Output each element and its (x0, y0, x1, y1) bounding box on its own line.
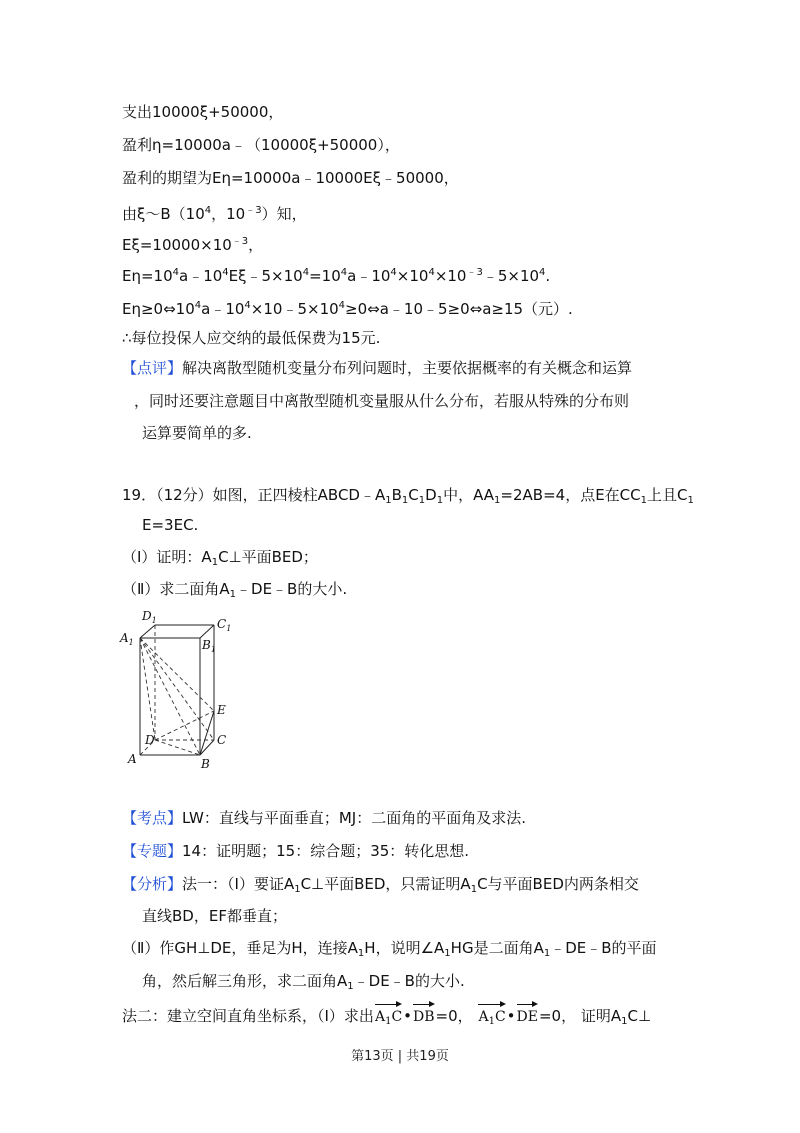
analysis-line: 【分析】法一：（Ⅰ）要证$A_1C\perp$平面BED，只需证明$A_1C$与平面BED内两条相交 (122, 875, 639, 895)
segment-be (200, 711, 214, 755)
label-d1: $D_1$ (142, 609, 157, 625)
analysis-line: 直线BD，EF都垂直； (142, 907, 287, 925)
label-b: B (201, 757, 210, 771)
vector-db: DB (413, 1002, 435, 1028)
label-a: A (128, 752, 137, 766)
solution-line: $E\eta\ge 0\Leftrightarrow 10^4a﹣10^4\times 10﹣5\times 10^4\ge 0\Leftrightarrow a﹣10﹣5\ge 0\Leftrightarrow a\ge 15$（元）. (122, 300, 573, 318)
problem-part-2: （Ⅱ）求二面角$A_1﹣DE﹣B$的大小. (122, 580, 348, 600)
prism-figure (118, 605, 238, 779)
prism-diagram (118, 605, 238, 775)
solution-line: 支出10000ξ+50000， (122, 103, 284, 121)
segment-a1c (140, 638, 214, 740)
problem-statement: E=3EC. (142, 516, 199, 534)
label-b1: $B_1$ (202, 638, 216, 654)
label-c: C (217, 733, 227, 747)
label-c1: $C_1$ (217, 617, 232, 633)
topic-line: 【专题】14：证明题；15：综合题；35：转化思想. (122, 842, 470, 860)
review-line: 运算要简单的多. (142, 424, 252, 442)
key-points-tag: 【考点】 (122, 809, 183, 827)
solution-line: 由$\xi\sim B(10^4$，$10^{﹣3}$）知， (122, 205, 307, 223)
review-line: ，同时还要注意题目中离散型随机变量服从什么分布，若服从特殊的分布则 (134, 392, 630, 410)
review-tag: 【点评】 (122, 359, 183, 377)
problem-part-1: （Ⅰ）证明：$A_1C\perp$平面BED； (122, 548, 318, 568)
vector-a1c: $A_1C$ (478, 1002, 505, 1033)
solution-line: 盈利η=10000a﹣（10000ξ+50000）， (122, 136, 400, 154)
review-line: 【点评】解决离散型随机变量分布列问题时，主要依据概率的有关概念和运算 (122, 359, 633, 377)
edge-c1b1 (200, 625, 214, 638)
topic-tag: 【专题】 (122, 842, 183, 860)
edge-a1d1 (140, 625, 155, 638)
solution-line: ∴每位投保人应交纳的最低保费为15元. (122, 329, 381, 347)
vector-a1c: $A_1C$ (375, 1002, 402, 1033)
solution-line: 盈利的期望为Eη=10000a﹣10000Eξ﹣50000， (122, 169, 459, 187)
analysis-line: 角，然后解三角形，求二面角$A_1﹣DE﹣B$的大小. (142, 972, 465, 992)
vector-de: DE (517, 1002, 538, 1028)
analysis-line: （Ⅱ）作GH⊥DE，垂足为H，连接$A_1H$，说明$\angle A_1HG$是二面角$A_1﹣DE﹣B$的平面 (122, 939, 657, 959)
solution-line: $E\xi=10000\times 10^{﹣3}$， (122, 236, 264, 254)
analysis-line: 法二：建立空间直角坐标系，（Ⅰ）求出$A_1C•DB=0$， $A_1C•DE=0$， 证明$A_1C\perp$ (122, 1002, 651, 1033)
problem-statement: 19．（12分）如图，正四棱柱$ABCD﹣A_1B_1C_1D_1$中，$AA_1=2AB=4$，点E在$CC_1$上且$C_1$ (122, 486, 694, 506)
label-e: E (217, 703, 226, 717)
segment-db (155, 740, 200, 755)
label-a1: $A_1$ (120, 631, 134, 647)
page-footer: 第13页 | 共19页 (351, 1049, 449, 1064)
label-d: D (145, 733, 155, 747)
solution-line: $E\eta=10^4a﹣10^4E\xi﹣5\times 10^4=10^4a﹣10^4\times 10^4\times 10^{﹣3}﹣5\times 10^4$. (122, 267, 551, 285)
key-points-line: 【考点】LW：直线与平面垂直；MJ：二面角的平面角及求法. (122, 809, 526, 827)
analysis-tag: 【分析】 (122, 875, 183, 893)
